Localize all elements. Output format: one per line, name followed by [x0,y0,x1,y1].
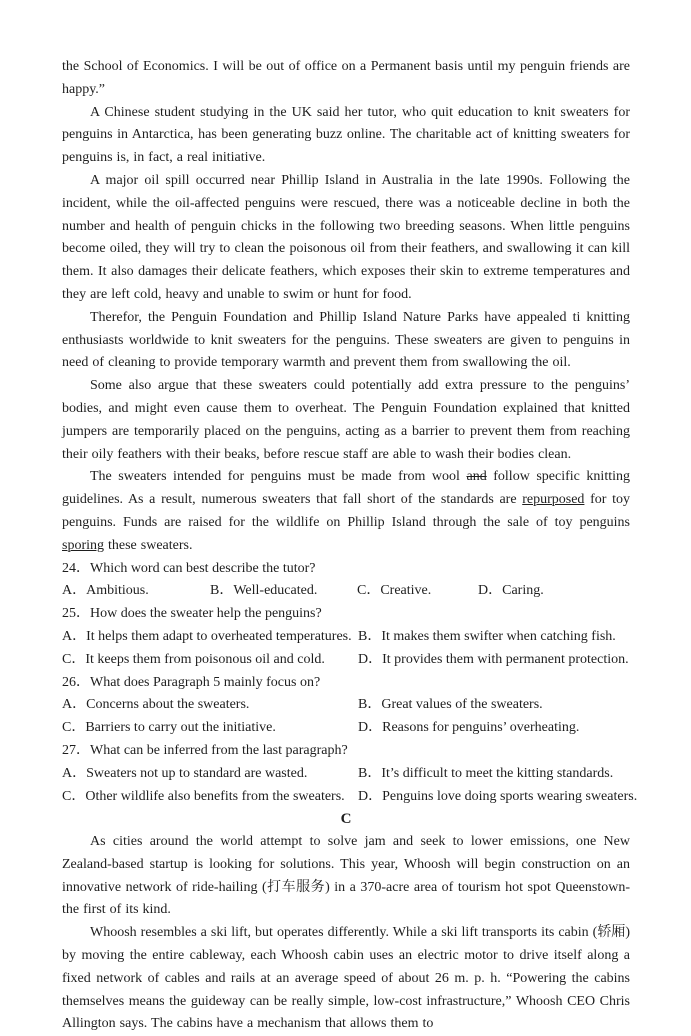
paragraph-text: Some also argue that these sweaters could potentially add extra pressure to the penguins’ bodies, and might even cause them to overheat. The Penguin Foundation explained that knitted jumpers are temporarily placed on the penguins, acting as a barrier to prevent them from reaching their oily feathers with their beaks, before rescue staff are able to wash their bodies clean. [62,378,630,462]
option [357,580,431,603]
paragraph-text: Whoosh resembles a ski lift, but operates differently. While a ski lift transports its cabin (轿厢) by moving the entire cableway, each Whoosh cabin uses an electric motor to drive itself along a fixed network of cables and rails at an average speed of about 26 m. p. h. “Powering the cabins themselves means the guideway can be really simple, low-cost infrastructure,” Whoosh CEO Chris Allington says. The cabins have a mechanism that allows them to [62,925,630,1032]
marked-word: sporing [62,537,104,553]
paragraph-text: A Chinese student studying in the UK said her tutor, who quit education to knit sweaters for penguins in Antarctica, has been generating buzz online. The charitable act of knitting sweaters for penguins is, in fact, a real initiative. [62,104,630,166]
option-text: Concerns about the sweaters. [86,697,250,713]
option [358,717,579,740]
option-row [62,786,638,809]
option-label: A． [62,697,87,713]
paragraph [62,922,630,1036]
option [358,694,543,717]
option-label: B． [358,628,382,644]
option [358,626,616,649]
option-label: A． [62,583,87,599]
paragraph-text: As cities around the world attempt to solve jam and seek to lower emissions, one New Zealand-based startup is looking for solutions. This year, Whoosh will begin construction on an innovative network of ride-hailing (打车服务) in a 370-acre area of tourism hot spot Queenstown-the first of its kind. [62,834,630,918]
option [62,626,352,649]
option-label: D． [358,720,383,736]
questions-24-27 [62,558,638,809]
option-text: Penguins love doing sports wearing sweaters. [382,788,638,804]
option [62,580,149,603]
option-text: It makes them swifter when catching fish. [381,628,616,644]
option-text: Other wildlife also benefits from the sweaters. [85,788,345,804]
option-text: Creative. [380,583,432,599]
paragraph-text: Therefor, the Penguin Foundation and Phillip Island Nature Parks have appealed ti knitting enthusiasts worldwide to knit sweaters for the penguins. These sweaters are given to penguins in need of cleaning to provide temporary warmth and prevent them from swallowing the oil. [62,309,630,371]
paragraph-text: follow specific knitting guidelines. As a result, numerous sweaters that fall short of the standards are [62,469,630,508]
option-text: Caring. [502,583,544,599]
option-row [62,763,630,786]
reading-passage-c [62,831,630,1036]
option [62,694,249,717]
option-label: C． [62,788,86,804]
option-text: Barriers to carry out the initiative. [85,720,276,736]
option-label: B． [210,583,234,599]
paragraph-text: A major oil spill occurred near Phillip Island in Australia in the late 1990s. Following the incident, while the oil-affected penguins were rescued, there was a noticeable decline in both the number and health of penguin chicks in the following two breeding seasons. When little penguins become oiled, they will try to clean the poisonous oil from their feathers, and swallowing it can kill them. It also damages their delicate feathers, which exposes their skin to extreme temperatures and they are left cold, heavy and unable to swim or hunt for food. [62,172,630,302]
question-line [62,558,630,581]
option [62,649,325,672]
reading-passage-b [62,56,630,558]
option-row [62,580,630,603]
paragraph-text: The sweaters intended for penguins must be made from wool [90,469,467,485]
paragraph [62,307,630,375]
paragraph [62,102,630,170]
option [62,763,307,786]
option-label: D． [478,583,503,599]
option-text: Reasons for penguins’ overheating. [382,720,580,736]
question-text: How does the sweater help the penguins? [90,606,322,622]
option-label: C． [62,720,86,736]
option [62,786,345,809]
question-line [62,672,630,695]
option-text: Great values of the sweaters. [381,697,543,713]
option-label: C． [357,583,381,599]
option-text: Ambitious. [86,583,149,599]
paragraph-text: for toy penguins. Funds are raised for the wildlife on Phillip Island through the sale of toy penguins [62,492,630,530]
paragraph [62,56,630,102]
question-text: Which word can best describe the tutor? [90,560,316,576]
option [478,580,544,603]
marked-word: repurposed [522,492,585,508]
question-text: What can be inferred from the last paragraph? [90,742,348,758]
option [358,763,613,786]
question-line [62,603,630,626]
paragraph-text: these sweaters. [104,537,193,553]
option-text: It provides them with permanent protection. [382,651,629,667]
option-text: Sweaters not up to standard are wasted. [86,765,308,781]
question-number: 26． [62,674,90,690]
paragraph [62,375,630,466]
question-text: What does Paragraph 5 mainly focus on? [90,674,321,690]
paragraph-text: the School of Economics. I will be out of office on a Permanent basis until my penguin friends are happy.” [62,59,630,97]
option [62,717,276,740]
option-text: It helps them adapt to overheated temperatures. [86,628,352,644]
option-row [62,649,630,672]
question-line [62,740,630,763]
option-row [62,694,630,717]
option-row [62,626,630,649]
question-number: 25． [62,606,90,622]
option-label: D． [358,651,383,667]
option [358,786,637,809]
option-label: A． [62,765,87,781]
option [358,649,629,672]
option-label: D． [358,788,383,804]
option-label: B． [358,697,382,713]
option-text: It’s difficult to meet the kitting standards. [381,765,614,781]
question-number: 24． [62,560,90,576]
option [210,580,317,603]
paragraph [62,831,630,922]
marked-word: and [466,469,487,485]
option-label: A． [62,628,87,644]
option-label: C． [62,651,86,667]
option-text: Well-educated. [233,583,318,599]
question-number: 27． [62,742,90,758]
paragraph [62,170,630,307]
option-label: B． [358,765,382,781]
paragraph [62,466,630,557]
option-row [62,717,630,740]
option-text: It keeps them from poisonous oil and cold. [85,651,325,667]
section-c-header: C [340,811,352,828]
